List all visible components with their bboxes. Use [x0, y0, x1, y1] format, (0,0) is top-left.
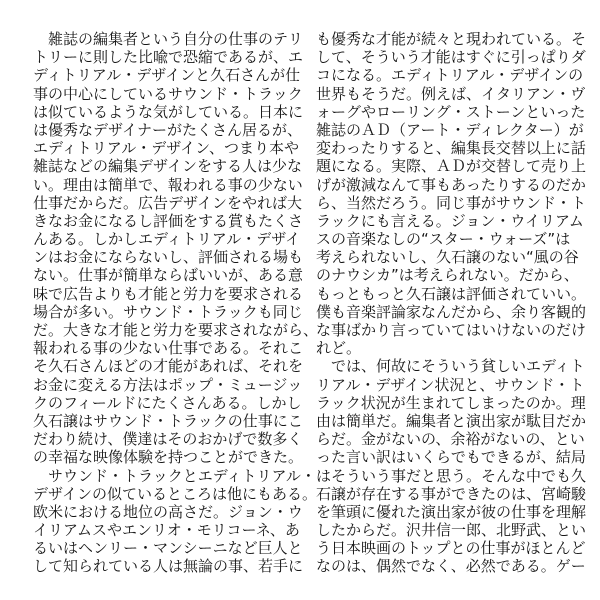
text-line: もっともっと久石譲は評価されていい。	[316, 284, 587, 303]
text-line: して、そういう才能はすぐに引っぱりダ	[316, 48, 586, 67]
text-line: クのフィールドにたくさんある。しかし	[33, 393, 302, 412]
text-line: は優秀なデザイナーがたくさん居るが、	[33, 120, 302, 139]
text-line: った言い訳はいくらでもできるが、結局	[316, 448, 586, 467]
text-line: も優秀な才能が続々と現われている。そ	[316, 30, 587, 48]
text-line: らだ。金がないの、余裕がないの、とい	[316, 430, 585, 449]
text-line: きなお金になるし評価をする賞もたくさ	[33, 211, 304, 230]
text-line: 雑誌のＡＤ（アート・ディレクター）が	[316, 120, 584, 139]
text-line: 事の中心にしているサウンド・トラック	[33, 84, 303, 103]
text-line: 報われる事の少ない仕事である。それこ	[33, 339, 304, 358]
text-line: を筆頭に優れた演出家が彼の仕事を理解	[316, 502, 587, 521]
text-line: のナウシカ”は考えられない。だから、	[316, 266, 579, 285]
text-line: んある。しかしエディトリアル・デザイ	[33, 230, 301, 249]
text-line: ンはお金にならないし、評価される場も	[33, 248, 304, 267]
text-line: リアル・デザイン状況と、サウンド・ト	[316, 375, 585, 394]
text-line: ラック状況が生まれてしまったのか。理	[316, 393, 586, 412]
text-line: 雑誌などの編集デザインをする人は少な	[33, 157, 302, 176]
text-column-left	[33, 30, 319, 576]
text-line: スの音楽なしの“スター・ウォーズ”は	[316, 230, 571, 249]
text-line: お金に変える方法はポップ・ミュージッ	[33, 375, 303, 394]
text-line: コになる。エディトリアル・デザインの	[316, 66, 584, 85]
text-line: 場合が多い。サウンド・トラックも同じ	[33, 302, 303, 321]
text-line: エディトリアル・デザイン、つまり本や	[33, 139, 299, 158]
text-line: 僕も音楽評論家なんだから、余り客観的	[316, 302, 587, 321]
text-column-right	[316, 30, 587, 576]
text-line: 久石譲はサウンド・トラックの仕事にこ	[33, 411, 303, 430]
text-line: の幸福な映像体験を持つことができた。	[33, 448, 304, 467]
text-line: げが激減なんて事もあったりするのだか	[316, 175, 586, 194]
text-line: れど。	[316, 339, 362, 358]
text-line: して知られている人は無論の事、若手に	[33, 557, 304, 576]
text-line: ラックにも言える。ジョン・ウイリアム	[316, 211, 584, 230]
text-line: 雑誌の編集者という自分の仕事のテリ	[33, 30, 304, 48]
text-line: ォーグやローリング・ストーンといった	[316, 102, 586, 121]
text-line: るいはヘンリー・マンシーニなど巨人と	[33, 539, 303, 558]
text-line: 欧米における地位の高さだ。ジョン・ウ	[33, 502, 303, 521]
text-line: 変わったりすると、編集長交替以上に話	[316, 139, 586, 158]
text-line: ら、当然だろう。同じ事がサウンド・ト	[316, 193, 587, 212]
text-line: 題になる。実際、ＡＤが交替して売り上	[316, 157, 587, 176]
text-line: デザインの似ているところは他にもある。	[33, 484, 317, 503]
text-line: ディトリアル・デザインと久石さんが仕	[33, 66, 301, 85]
text-line: イリアムスやエンリオ・モリコーネ、あ	[33, 521, 300, 540]
text-line: 考えられないし、久石譲のない“風の谷	[316, 248, 579, 267]
text-line: だ。大きな才能と労力を要求されながら、	[33, 321, 319, 339]
text-line: 由は簡単だ。編集者と演出家が駄目だか	[316, 411, 587, 430]
text-line: 世界もそうだ。例えば、イタリアン・ヴ	[316, 84, 586, 103]
text-line: だわり続け、僕達はそのおかげで数多く	[33, 430, 303, 449]
text-line: い。理由は簡単で、報われる事の少ない	[33, 175, 303, 194]
text-line: 石譲が存在する事ができたのは、宮崎駿	[316, 484, 587, 503]
text-line: なのは、偶然でなく、必然である。ゲー	[316, 557, 586, 576]
text-line: はそういう事だと思う。そんな中でも久	[316, 466, 587, 485]
text-line: な事ばかり言っていてはいけないのだけ	[316, 321, 587, 339]
text-line: サウンド・トラックとエディトリアル・	[33, 466, 316, 485]
text-line: う日本映画のトップとの仕事がほとんど	[316, 539, 586, 558]
text-line: は似ているような気がしている。日本に	[33, 102, 304, 121]
text-line: そ久石さんほどの才能があれば、それを	[33, 357, 304, 376]
text-line: ない。仕事が簡単ならばいいが、ある意	[33, 266, 304, 285]
text-line: 味で広告よりも才能と労力を要求される	[33, 284, 304, 303]
text-line: 仕事だからだ。広告デザインをやれば大	[33, 193, 302, 212]
text-line: では、何故にそういう貧しいエディト	[316, 357, 585, 376]
text-line: トリーに則した比喩で恐縮であるが、エ	[33, 48, 304, 67]
text-line: したからだ。沢井信一郎、北野武、とい	[316, 521, 587, 540]
